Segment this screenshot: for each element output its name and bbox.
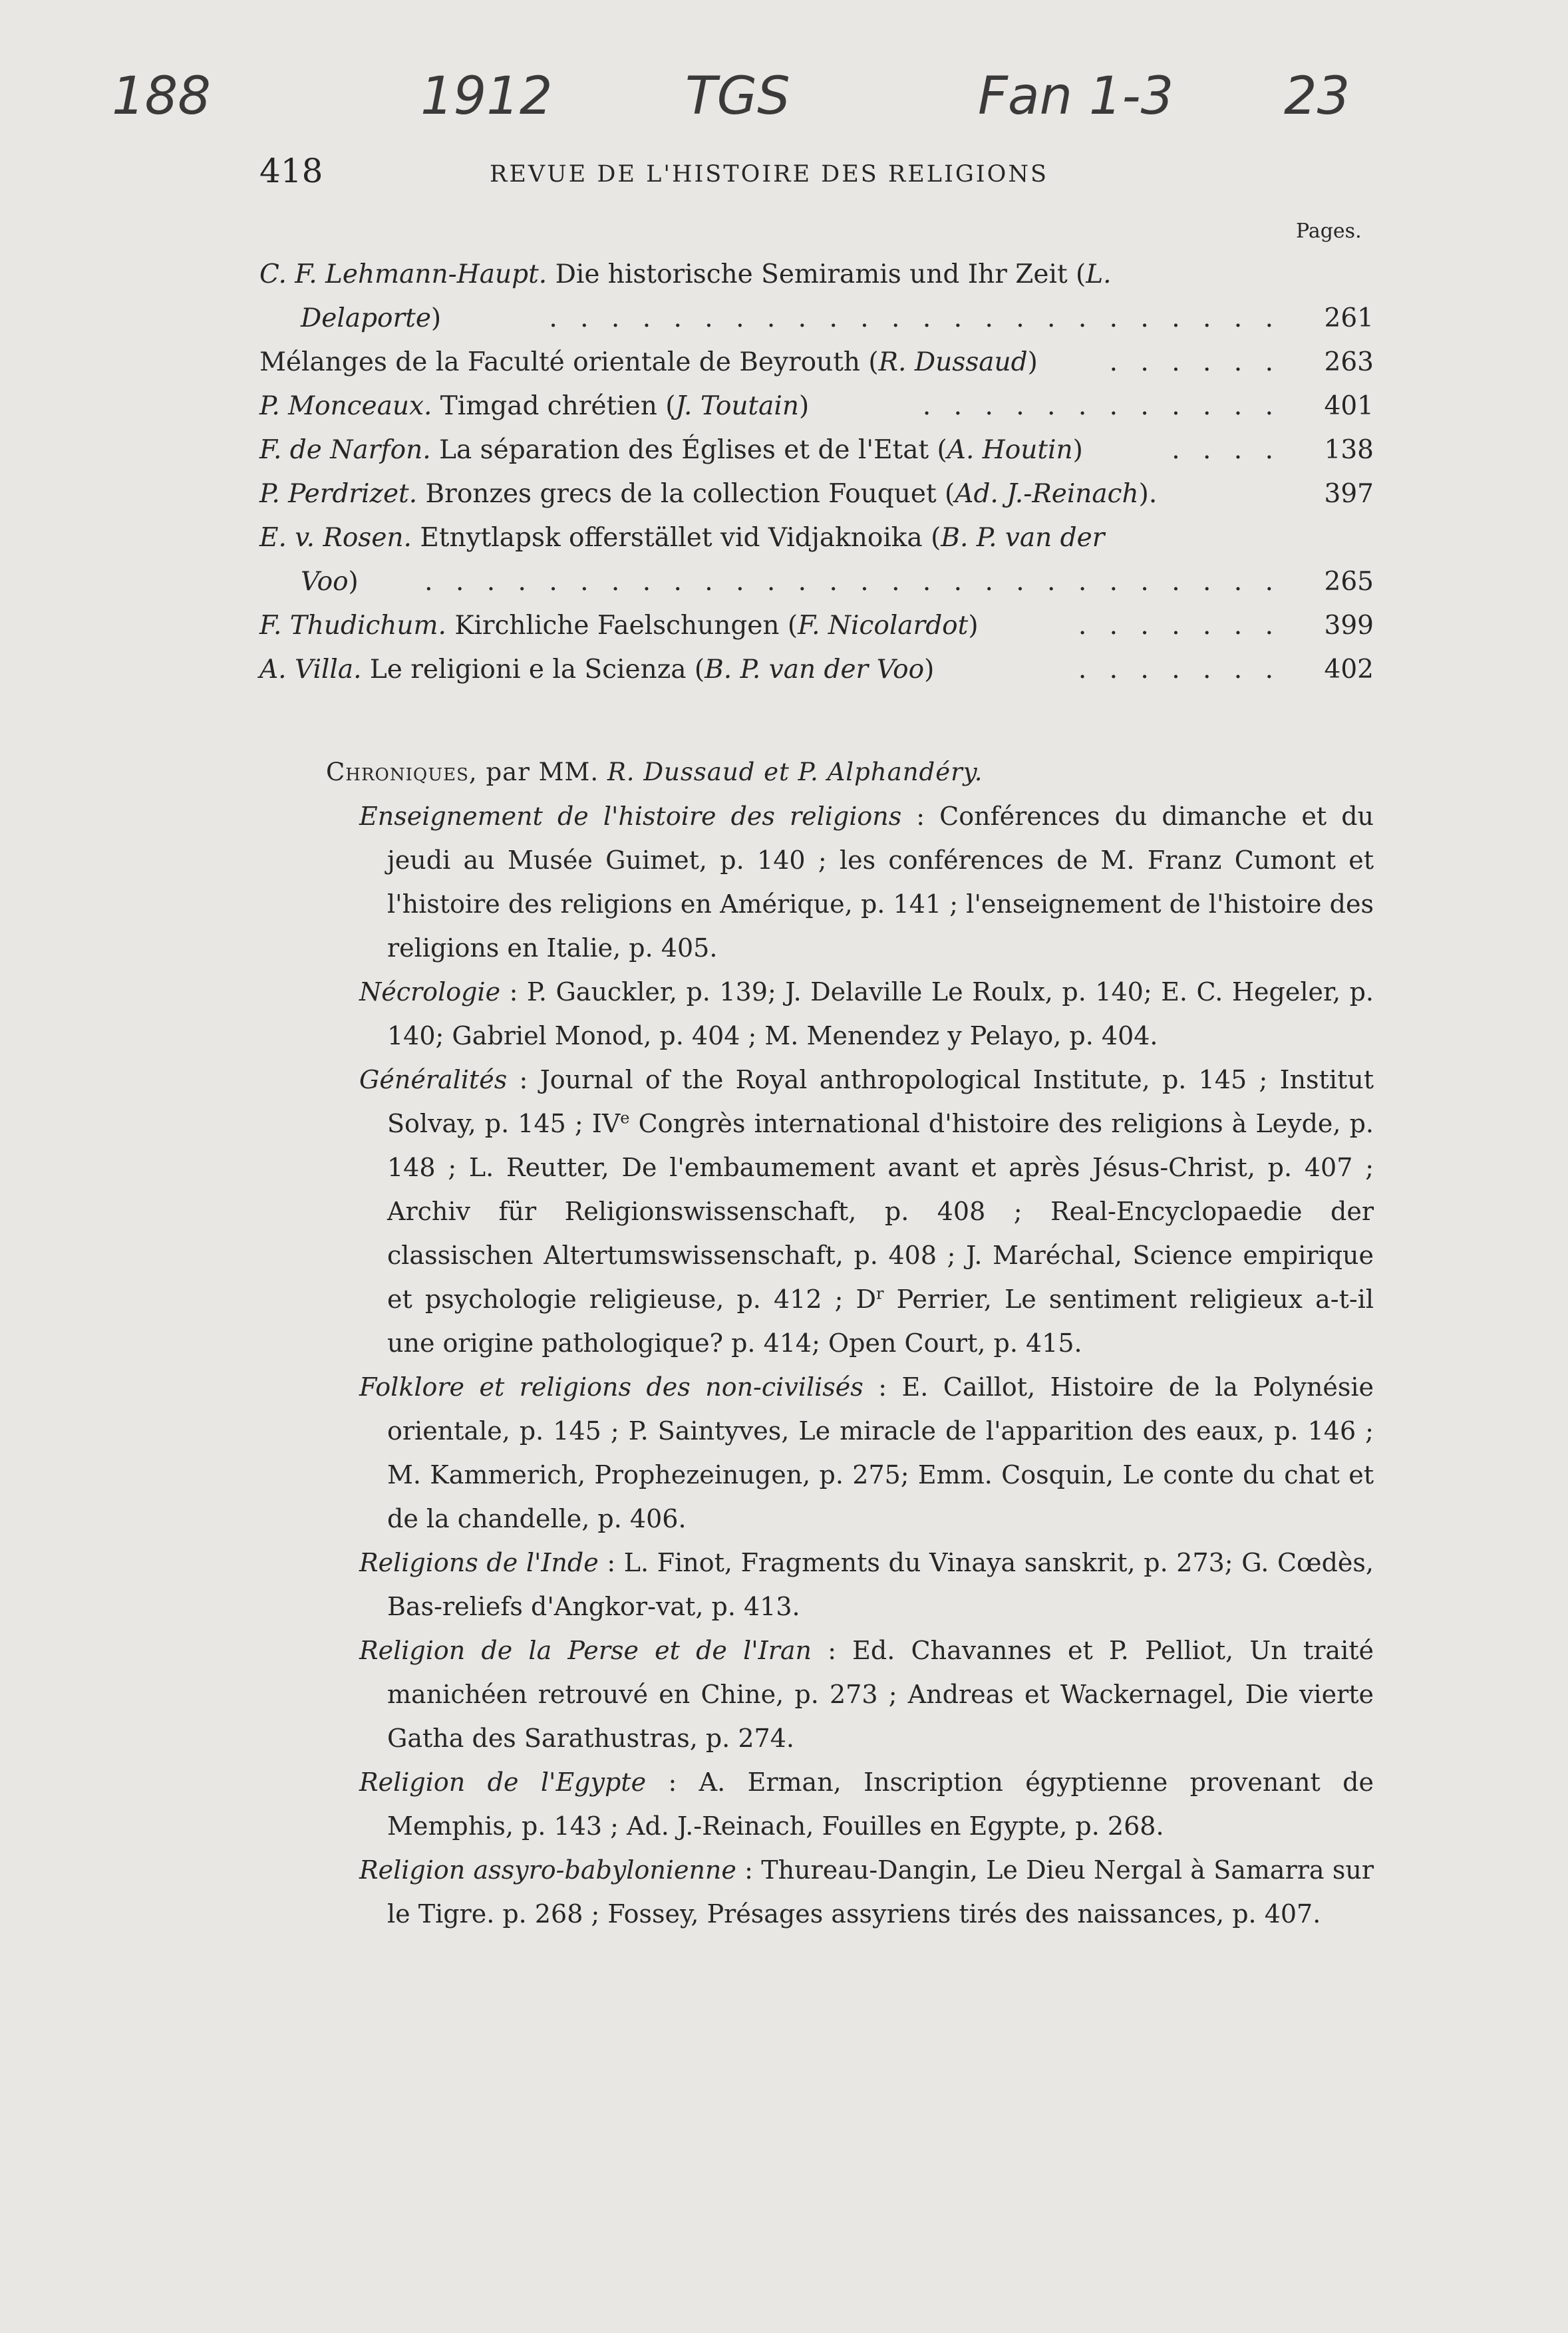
entry-close: ) — [348, 567, 359, 597]
entry-reviewer: B. P. van der Voo — [705, 655, 925, 685]
entry-reviewer: J. Toutain — [675, 391, 799, 421]
entry-reviewer: B. P. van der — [941, 523, 1105, 553]
handwritten-note-4: Fan 1-3 — [978, 67, 1174, 126]
section-label: Religion assyro-babylonienne — [359, 1855, 736, 1885]
entry-close: ) — [924, 655, 935, 685]
entry-title: Le religioni e la Scienza ( — [361, 655, 705, 685]
section-label: Nécrologie — [359, 977, 501, 1007]
chroniques-label: Chroniques — [326, 758, 469, 786]
entry-reviewer: L. — [1086, 259, 1112, 289]
entry-author: E. v. Rosen. — [259, 523, 412, 553]
section-text: : A. Erman, Inscription égyptienne provenant de Memphis, p. 143 ; Ad. J.-Reinach, Fouilles en Egypte, p. 268. — [387, 1768, 1374, 1841]
section-label: Religion de la Perse et de l'Iran — [359, 1636, 812, 1665]
entry-reviewer: Ad. J.-Reinach — [955, 479, 1139, 509]
review-index — [259, 253, 1374, 692]
entry-author: F. de Narfon. — [259, 435, 431, 465]
handwritten-note-5: 23 — [1284, 67, 1350, 126]
review-entry — [259, 648, 1374, 692]
entry-page: 397 — [1324, 479, 1374, 509]
entry-title: Bronzes grecs de la collection Fouquet ( — [417, 479, 955, 509]
entry-page: 265 — [1324, 567, 1374, 597]
review-entry — [259, 472, 1374, 516]
review-entry — [259, 428, 1374, 472]
entry-page: 399 — [1324, 611, 1374, 641]
entry-reviewer: R. Dussaud — [878, 347, 1028, 377]
section-text: : L. Finot, Fragments du Vinaya sanskrit, p. 273; G. Cœdès, Bas-reliefs d'Angkor-vat, p. 413. — [387, 1548, 1374, 1621]
leader-dots: . . . . . . . . . . . . . . . . . . . . . . . . . . . . — [424, 567, 1281, 597]
handwritten-note-3: TGS — [685, 67, 790, 126]
entry-title: Etnytlapsk offerstället vid Vidjaknoika ( — [411, 523, 941, 553]
entry-page: 138 — [1324, 435, 1374, 465]
leader-dots: . . . . . . . . . . . . — [922, 391, 1281, 421]
entry-reviewer: A. Houtin — [947, 435, 1073, 465]
section-label: Généralités — [359, 1065, 508, 1094]
section-text: : Thureau-Dangin, Le Dieu Nergal à Samarra sur le Tigre. p. 268 ; Fossey, Présages assyriens tirés des naissances, p. 407. — [387, 1855, 1374, 1929]
entry-author: A. Villa. — [259, 655, 362, 685]
chronique-section — [259, 1760, 1374, 1848]
entry-author: F. Thudichum. — [259, 611, 446, 641]
entry-close: ) — [798, 391, 810, 421]
section-text: : E. Caillot, Histoire de la Polynésie orientale, p. 145 ; P. Saintyves, Le miracle de l'apparition des eaux, p. 146 ; M. Kammerich, Prophezeinugen, p. 275; Emm. Cosquin, Le conte du chat et de la chandelle, p. 406. — [387, 1372, 1374, 1533]
chroniques-heading — [259, 750, 1374, 794]
entry-reviewer-cont: Voo — [301, 567, 349, 597]
section-label: Religions de l'Inde — [359, 1548, 599, 1577]
entry-close: ) — [430, 303, 442, 333]
entry-author: P. Perdrizet. — [259, 479, 418, 509]
chronique-section — [259, 1629, 1374, 1760]
chronique-section — [259, 794, 1374, 970]
review-entry — [259, 341, 1374, 385]
section-text: : Conférences du dimanche et du jeudi au Musée Guimet, p. 140 ; les conférences de M. Franz Cumont et l'histoire des religions en Amérique, p. 141 ; l'enseignement de l'histoire des religions en Italie, p. 405. — [387, 802, 1374, 963]
section-text: Congrès international d'histoire des religions à Leyde, p. 148 ; L. Reutter, De l'embaumement avant et après Jésus-Christ, p. 407 ; Archiv für Religionswissenschaft, p. 408 ; Real-Encyclopaedie der classischen Altertumswissenschaft, p. 408 ; J. Maréchal, Science empirique et psychologie religieuse, p. 412 ; D — [387, 1109, 1374, 1314]
section-label: Enseignement de l'histoire des religions — [359, 802, 902, 831]
leader-dots: . . . . . . . — [1078, 611, 1281, 641]
entry-reviewer-cont: Delaporte — [301, 303, 431, 333]
entry-close: ) — [1072, 435, 1083, 465]
handwritten-note-2: 1912 — [420, 67, 553, 126]
chroniques-section — [259, 750, 1374, 1936]
entry-title: Timgad chrétien ( — [432, 391, 676, 421]
entry-author: P. Monceaux. — [259, 391, 432, 421]
section-text: : Ed. Chavannes et P. Pelliot, Un traité manichéen retrouvé en Chine, p. 273 ; Andreas et Wackernagel, Die vierte Gatha des Sarathustras, p. 274. — [387, 1636, 1374, 1753]
entry-title: Kirchliche Faelschungen ( — [446, 611, 798, 641]
handwritten-note-1: 188 — [112, 67, 211, 126]
review-entry — [259, 253, 1374, 341]
entry-close: ) — [1027, 347, 1038, 377]
entry-close: ). — [1138, 479, 1158, 509]
chroniques-authors: R. Dussaud et P. Alphandéry. — [607, 758, 983, 786]
section-text: : Journal of the Royal anthropological Institute, p. 145 ; Institut Solvay, p. 145 ; IV — [387, 1065, 1374, 1138]
entry-page: 402 — [1324, 655, 1374, 685]
running-title: REVUE DE L'HISTOIRE DES RELIGIONS — [490, 161, 1048, 188]
section-text: : P. Gauckler, p. 139; J. Delaville Le Roulx, p. 140; E. C. Hegeler, p. 140; Gabriel Monod, p. 404 ; M. Menendez y Pelayo, p. 404. — [387, 977, 1374, 1050]
chronique-section — [259, 1541, 1374, 1629]
review-entry — [259, 516, 1374, 604]
entry-title: Die historische Semiramis und Ihr Zeit ( — [547, 259, 1086, 289]
leader-dots: . . . . — [1172, 435, 1281, 465]
leader-dots: . . . . . . — [1109, 347, 1281, 377]
pages-column-heading: Pages. — [1296, 220, 1362, 243]
leader-dots: . . . . . . . . . . . . . . . . . . . . . . . . — [549, 303, 1281, 333]
entry-page: 261 — [1324, 303, 1374, 333]
review-entry — [259, 604, 1374, 648]
entry-title: La séparation des Églises et de l'Etat ( — [430, 435, 947, 465]
entry-reviewer: F. Nicolardot — [798, 611, 969, 641]
entry-title: Mélanges de la Faculté orientale de Beyrouth ( — [259, 347, 879, 377]
chronique-section — [259, 1058, 1374, 1365]
entry-close: ) — [968, 611, 979, 641]
chronique-section — [259, 1848, 1374, 1936]
review-entry — [259, 385, 1374, 428]
entry-author: C. F. Lehmann-Haupt. — [259, 259, 548, 289]
section-label: Folklore et religions des non-civilisés — [359, 1372, 863, 1402]
superscript-e: e — [620, 1108, 630, 1128]
section-label: Religion de l'Egypte — [359, 1768, 647, 1797]
chroniques-par: , par MM. — [468, 758, 607, 786]
entry-page: 401 — [1324, 391, 1374, 421]
page-number: 418 — [259, 152, 323, 190]
section-text: Perrier, Le sentiment religieux a-t-il une origine pathologique? p. 414; Open Court, p. 415. — [387, 1285, 1374, 1358]
entry-page: 263 — [1324, 347, 1374, 377]
superscript-r: r — [875, 1284, 884, 1303]
running-head — [259, 152, 1384, 198]
leader-dots: . . . . . . . — [1078, 655, 1281, 685]
chronique-section — [259, 1365, 1374, 1541]
chronique-section — [259, 970, 1374, 1058]
